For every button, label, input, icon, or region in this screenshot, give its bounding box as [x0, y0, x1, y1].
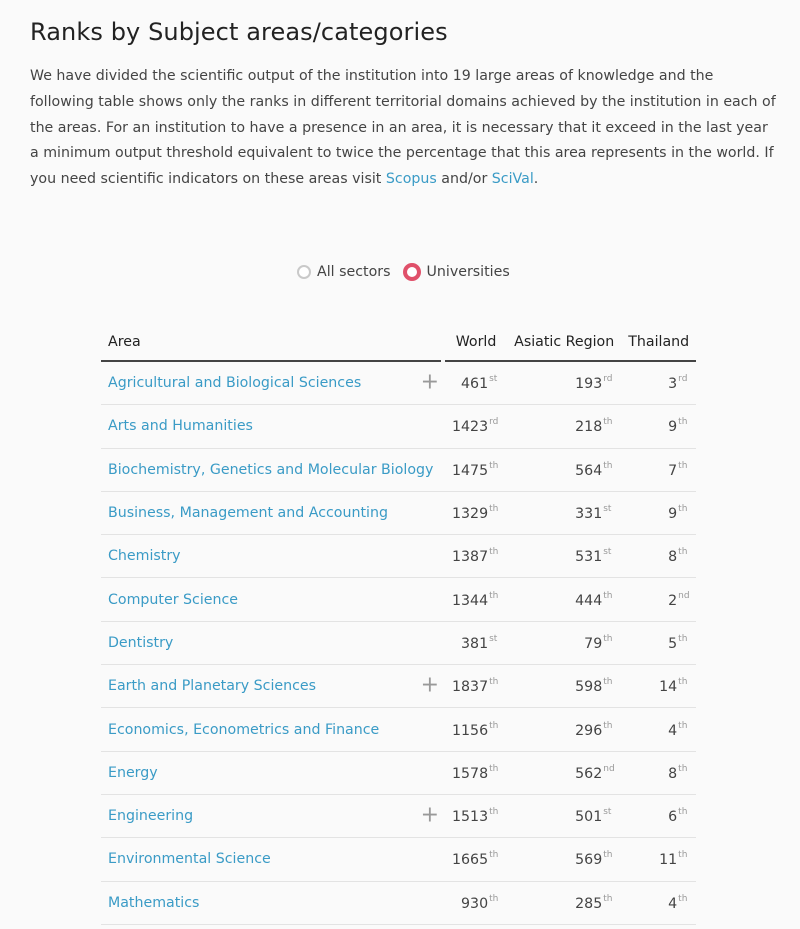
table-row	[101, 794, 696, 837]
area-link[interactable]: Economics, Econometrics and Finance	[108, 721, 380, 738]
radio-selected-icon[interactable]	[403, 263, 421, 281]
sector-filter	[297, 263, 522, 281]
rank-suffix: th	[678, 763, 688, 774]
table-header-row	[101, 324, 696, 361]
world-rank: 1156th	[445, 708, 507, 751]
table-row	[101, 881, 696, 924]
rank-suffix: th	[603, 677, 613, 688]
area-link[interactable]: Mathematics	[108, 894, 200, 911]
rank-suffix: th	[603, 460, 613, 471]
rank-suffix: th	[603, 720, 613, 731]
rank-suffix: th	[489, 504, 499, 515]
rank-suffix: nd	[678, 590, 690, 601]
page-title: Ranks by Subject areas/categories	[30, 18, 448, 46]
thailand-rank: 5th	[621, 621, 696, 664]
rank-suffix: th	[678, 850, 688, 861]
rank-suffix: th	[678, 720, 688, 731]
rank-suffix: st	[489, 374, 498, 385]
area-cell	[101, 405, 441, 448]
rank-suffix: th	[603, 633, 613, 644]
rank-suffix: th	[603, 590, 613, 601]
area-cell	[101, 448, 441, 491]
area-cell	[101, 361, 441, 405]
table-row	[101, 535, 696, 578]
plus-icon[interactable]: +	[420, 672, 439, 698]
area-cell	[101, 621, 441, 664]
area-link[interactable]: Energy	[108, 764, 158, 781]
area-link[interactable]: Chemistry	[108, 548, 181, 565]
radio-all-sectors[interactable]	[297, 264, 391, 280]
world-rank: 1329th	[445, 491, 507, 534]
rank-suffix: th	[603, 850, 613, 861]
table-row	[101, 578, 696, 621]
table-row	[101, 751, 696, 794]
rank-suffix: th	[489, 590, 499, 601]
area-link[interactable]: Biochemistry, Genetics and Molecular Biology	[108, 461, 434, 478]
area-link[interactable]: Business, Management and Accounting	[108, 505, 388, 522]
asiatic-rank: 296th	[507, 708, 621, 751]
area-cell	[101, 578, 441, 621]
world-rank: 1387th	[445, 535, 507, 578]
asiatic-rank: 285th	[507, 881, 621, 924]
content	[30, 14, 780, 193]
rank-suffix: th	[489, 547, 499, 558]
area-cell	[101, 491, 441, 534]
rank-suffix: th	[678, 677, 688, 688]
table-row	[101, 621, 696, 664]
thailand-rank: 14th	[621, 665, 696, 708]
table-row	[101, 838, 696, 881]
area-link[interactable]: Environmental Science	[108, 851, 271, 868]
area-link[interactable]: Earth and Planetary Sciences	[108, 678, 317, 695]
rank-suffix: th	[489, 850, 499, 861]
thailand-rank: 11th	[621, 838, 696, 881]
rank-suffix: st	[603, 504, 612, 515]
world-rank: 461st	[445, 361, 507, 405]
thailand-rank: 9th	[621, 405, 696, 448]
thailand-rank: 6th	[621, 794, 696, 837]
table-row	[101, 708, 696, 751]
asiatic-rank: 193rd	[507, 361, 621, 405]
area-link[interactable]: Agricultural and Biological Sciences	[108, 375, 362, 392]
rank-suffix: th	[489, 893, 499, 904]
table-row	[101, 448, 696, 491]
rank-suffix: th	[678, 807, 688, 818]
rank-suffix: rd	[603, 374, 613, 385]
rank-suffix: th	[489, 460, 499, 471]
world-rank: 1578th	[445, 751, 507, 794]
world-rank: 1513th	[445, 794, 507, 837]
scopus-link[interactable]: Scopus	[385, 171, 437, 188]
asiatic-rank: 79th	[507, 621, 621, 664]
table-row	[101, 665, 696, 708]
intro-text-end: .	[533, 171, 539, 188]
asiatic-rank: 444th	[507, 578, 621, 621]
world-rank: 1475th	[445, 448, 507, 491]
intro-text: We have divided the scientific output of the institution into 19 large areas of knowledge and the following table shows only the ranks in different territorial domains achieved by the institution in each of the areas. For an institution to have a presence in an area, it is necessary that it exceed in the last year a minimum output threshold equivalent to twice the percentage that this area represents in the world. If you need scientific indicators on these areas visit	[30, 68, 776, 188]
rank-suffix: th	[678, 504, 688, 515]
radio-label: Universities	[426, 264, 510, 280]
rank-suffix: rd	[489, 417, 499, 428]
world-rank: 930th	[445, 881, 507, 924]
world-rank: 1837th	[445, 665, 507, 708]
world-rank: 1423rd	[445, 405, 507, 448]
plus-icon[interactable]: +	[420, 369, 439, 395]
asiatic-rank: 598th	[507, 665, 621, 708]
world-rank: 381st	[445, 621, 507, 664]
asiatic-rank: 564th	[507, 448, 621, 491]
radio-unselected-icon[interactable]	[297, 265, 311, 279]
intro-paragraph	[30, 64, 780, 193]
area-cell	[101, 535, 441, 578]
rank-suffix: th	[603, 893, 613, 904]
intro-text-between: and/or	[436, 171, 492, 188]
header-thailand: Thailand	[621, 324, 696, 361]
thailand-rank: 4th	[621, 881, 696, 924]
thailand-rank: 4th	[621, 708, 696, 751]
thailand-rank: 3rd	[621, 361, 696, 405]
asiatic-rank: 218th	[507, 405, 621, 448]
asiatic-rank: 331st	[507, 491, 621, 534]
rank-suffix: th	[678, 417, 688, 428]
thailand-rank: 7th	[621, 448, 696, 491]
area-cell	[101, 794, 441, 837]
area-link[interactable]: Computer Science	[108, 591, 239, 608]
rank-suffix: rd	[678, 374, 688, 385]
header-world: World	[445, 324, 507, 361]
rank-suffix: st	[603, 807, 612, 818]
world-rank: 1344th	[445, 578, 507, 621]
area-link[interactable]: Engineering	[108, 808, 194, 825]
area-link[interactable]: Arts and Humanities	[108, 418, 253, 435]
area-cell	[101, 665, 441, 708]
rank-suffix: th	[489, 763, 499, 774]
area-cell	[101, 751, 441, 794]
scival-link[interactable]: SciVal	[491, 171, 534, 188]
area-cell	[101, 838, 441, 881]
table-row	[101, 405, 696, 448]
asiatic-rank: 569th	[507, 838, 621, 881]
rank-suffix: nd	[603, 763, 615, 774]
area-cell	[101, 881, 441, 924]
header-area: Area	[101, 324, 441, 361]
thailand-rank: 8th	[621, 751, 696, 794]
asiatic-rank: 531st	[507, 535, 621, 578]
area-link[interactable]: Dentistry	[108, 634, 174, 651]
area-cell	[101, 708, 441, 751]
rank-suffix: th	[489, 677, 499, 688]
rank-suffix: th	[603, 417, 613, 428]
radio-label: All sectors	[317, 264, 391, 280]
rank-suffix: th	[678, 893, 688, 904]
rank-suffix: th	[489, 807, 499, 818]
rank-suffix: st	[603, 547, 612, 558]
asiatic-rank: 562nd	[507, 751, 621, 794]
plus-icon[interactable]: +	[420, 802, 439, 828]
rank-suffix: th	[489, 720, 499, 731]
thailand-rank: 8th	[621, 535, 696, 578]
rank-suffix: th	[678, 460, 688, 471]
header-asiatic-region: Asiatic Region	[507, 324, 621, 361]
thailand-rank: 2nd	[621, 578, 696, 621]
ranks-table	[101, 324, 696, 925]
rank-suffix: th	[678, 547, 688, 558]
radio-universities[interactable]	[403, 263, 510, 281]
table-body	[101, 361, 696, 924]
rank-suffix: th	[678, 633, 688, 644]
rank-suffix: st	[489, 633, 498, 644]
asiatic-rank: 501st	[507, 794, 621, 837]
world-rank: 1665th	[445, 838, 507, 881]
thailand-rank: 9th	[621, 491, 696, 534]
table-row	[101, 361, 696, 405]
table-row	[101, 491, 696, 534]
